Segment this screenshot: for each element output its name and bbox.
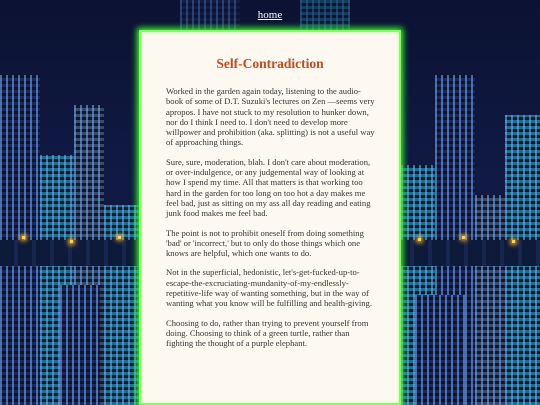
street-lamp xyxy=(70,240,73,243)
post-card xyxy=(139,30,401,405)
street-lamp xyxy=(118,236,121,239)
street-lamp xyxy=(418,238,421,241)
building xyxy=(415,295,465,405)
post-paragraph: The point is not to prohibit oneself from doing something 'bad' or 'incorrect,' but to only do those things which one knows are helpful, which one wants to do. xyxy=(166,227,364,259)
street-lamp xyxy=(462,236,465,239)
post-title: Self-Contradiction xyxy=(216,56,324,71)
building xyxy=(104,205,140,405)
street-lamp xyxy=(512,240,515,243)
building xyxy=(475,195,505,405)
building xyxy=(60,285,100,405)
post-paragraph: Not in the superficial, hedonistic, let's-get-fucked-up-to-escape-the-excruciating-mundanity-of-my-endlessly-repetitive-life way of wanting something, but in the way of wanting what you know will be fulfilling and health-giving. xyxy=(166,267,372,309)
home-link[interactable]: home xyxy=(257,9,283,21)
post-paragraph: Worked in the garden again today, listening to the audio-book of some of D.T. Suzuki's lectures on Zen —seems very apropos. I have not stuck to my resolution to hunker down, nor do I think I need to. I don't need to develop more willpower and prohibition (aka. splitting) is not a useful way of approaching things. xyxy=(166,86,375,148)
street-lamp xyxy=(22,236,25,239)
post-paragraph: Sure, sure, moderation, blah. I don't care about moderation, or over-indulgence, or any judgemental way of looking at how I spend my time. All that matters is that working too hard in the garden for too long on too hot a day makes me feel bad, just as sitting on my ass all day reading and eating junk food makes me feel bad. xyxy=(166,156,371,219)
post-paragraph: Choosing to do, rather than trying to prevent yourself from doing. Choosing to think of a green turtle, rather than fighting the thought of a purple elephant. xyxy=(166,317,369,349)
